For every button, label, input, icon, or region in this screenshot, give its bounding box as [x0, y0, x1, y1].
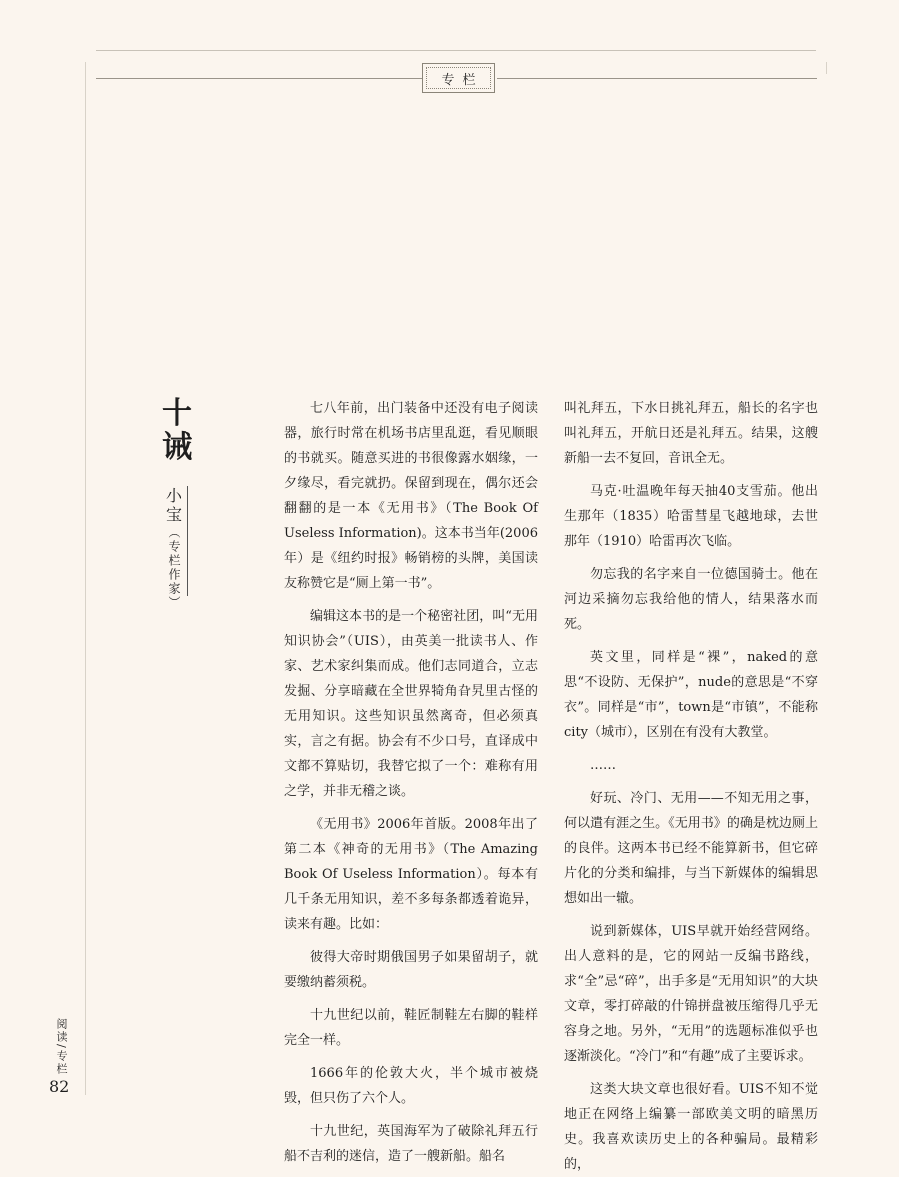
- right-frame-rule: [826, 62, 827, 74]
- author-note: （专栏作家）: [167, 526, 181, 610]
- paragraph: 1666年的伦敦大火，半个城市被烧毁，但只伤了六个人。: [284, 1066, 538, 1106]
- paragraph: 勿忘我的名字来自一位德国骑士。他在河边采摘勿忘我给他的情人，结果落水而死。: [564, 567, 818, 632]
- top-rule: [96, 50, 816, 51]
- left-frame-rule: [85, 62, 86, 1095]
- header-line-right: [497, 78, 817, 79]
- paragraph: 十九世纪，英国海军为了破除礼拜五行船不吉利的迷信，造了一艘新船。船名: [284, 1124, 538, 1164]
- article-title: 十诫: [162, 396, 192, 465]
- author-name: 小宝: [165, 486, 182, 524]
- paragraph: 好玩、冷门、无用——不知无用之事，何以遣有涯之生。《无用书》的确是枕边厕上的良伴。这两本书已经不能算新书，但它碎片化的分类和编排，与当下新媒体的编辑思想如出一辙。: [564, 791, 818, 906]
- paragraph: 十九世纪以前，鞋匠制鞋左右脚的鞋样完全一样。: [284, 1008, 538, 1048]
- paragraph: 马克·吐温晚年每天抽40支雪茄。他出生那年（1835）哈雷彗星飞越地球，去世那年（1910）哈雷再次飞临。: [564, 484, 818, 549]
- publication-label: 阅读/专栏: [55, 1018, 68, 1076]
- paragraph: 彼得大帝时期俄国男子如果留胡子，就要缴纳蓄须税。: [284, 950, 538, 990]
- article-column-1: [284, 396, 538, 1164]
- ellipsis-paragraph: ……: [590, 758, 616, 773]
- paragraph-continued: 叫礼拜五，下水日挑礼拜五，船长的名字也叫礼拜五，开航日还是礼拜五。结果，这艘新船一去不复回，音讯全无。: [564, 401, 818, 466]
- paragraph: 七八年前，出门装备中还没有电子阅读器，旅行时常在机场书店里乱逛，看见顺眼的书就买。随意买进的书很像露水姻缘，一夕缘尽，看完就扔。保留到现在，偶尔还会翻翻的是一本《无用书》（The Book Of Useless Information)。这本书当年(2006年）是《纽约时报》畅销榜的头牌，美国读友称赞它是“厕上第一书”。: [284, 401, 538, 591]
- paragraph: 这类大块文章也很好看。UIS不知不觉地正在网络上编纂一部欧美文明的暗黑历史。我喜欢读历史上的各种骗局。最精彩的，: [564, 1082, 818, 1172]
- article-column-2: [564, 396, 818, 1172]
- section-label: 专栏: [441, 72, 484, 88]
- paragraph: 说到新媒体，UIS早就开始经营网络。出人意料的是，它的网站一反编书路线，求“全”忌“碎”，出手多是“无用知识”的大块文章，零打碎敲的什锦拼盘被压缩得几乎无容身之地。另外，“无用”的选题标准似乎也逐渐淡化。“冷门”和“有趣”成了主要诉求。: [564, 924, 818, 1064]
- byline-rule: [187, 486, 188, 596]
- page-number: 82: [49, 1077, 70, 1096]
- paragraph: 《无用书》2006年首版。2008年出了第二本《神奇的无用书》（The Amazing Book Of Useless Information）。每本有几千条无用知识，差不多每条都透着诡异，读来有趣。比如：: [284, 817, 538, 932]
- paragraph: 编辑这本书的是一个秘密社团，叫“无用知识协会”（UIS），由英美一批读书人、作家、艺术家纠集而成。他们志同道合，立志发掘、分享暗藏在全世界犄角旮旯里古怪的无用知识。这些知识虽然离奇，但必须真实，言之有据。协会有不少口号，直译成中文都不算贴切，我替它拟了一个：难称有用之学，并非无稽之谈。: [284, 609, 538, 799]
- paragraph: 英文里，同样是“裸”，naked的意思“不设防、无保护”，nude的意思是“不穿衣”。同样是“市”，town是“市镇”，不能称city（城市），区别在有没有大教堂。: [564, 650, 818, 740]
- header-line-left: [96, 78, 422, 79]
- section-badge: [422, 63, 495, 93]
